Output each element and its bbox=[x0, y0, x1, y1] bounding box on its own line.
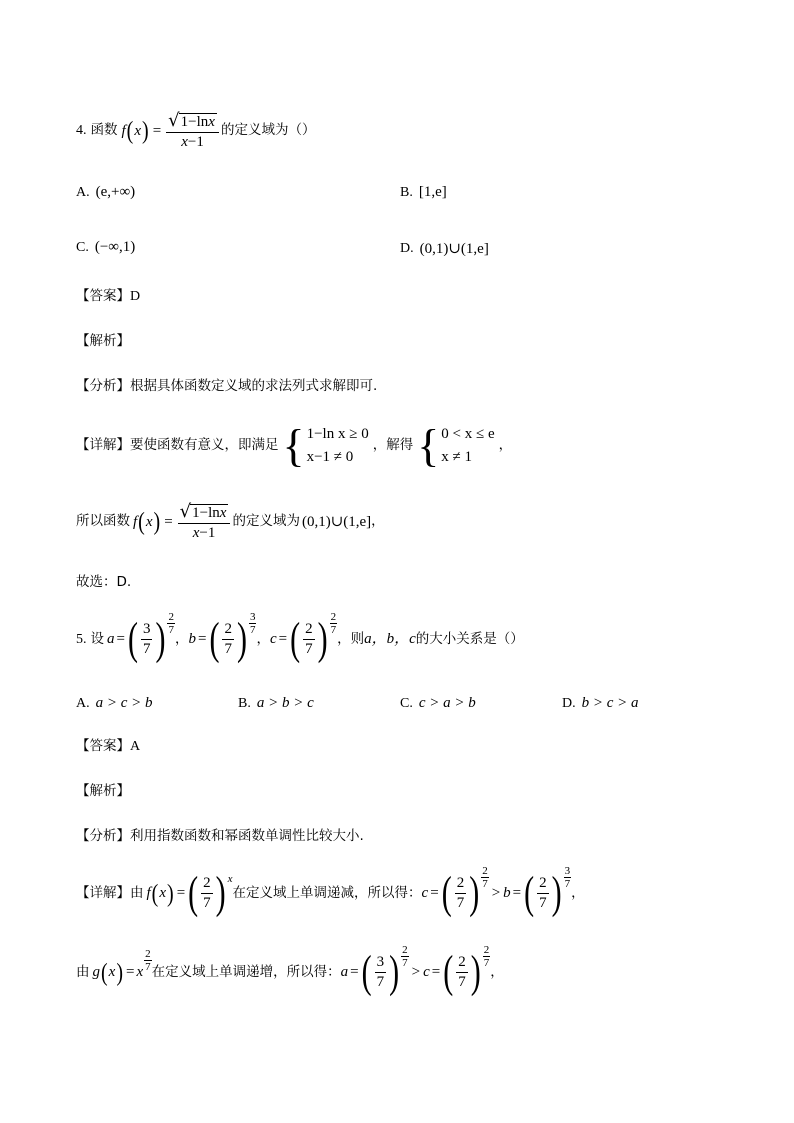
q4-system-1: { 1−ln x ≥ 0 x−1 ≠ 0 bbox=[282, 420, 369, 471]
q5-option-c: C. c > a > b bbox=[400, 695, 476, 711]
q5-analysis-heading: 【解析】 bbox=[76, 783, 130, 799]
q5-option-d: D. b > c > a bbox=[562, 695, 639, 711]
q4-conclusion: 所以函数 f ( x ) = √ 1−lnx x−1 的定义域为 (0,1)∪(1,e] ， bbox=[76, 501, 385, 541]
q5-option-b: B. a > b > c bbox=[238, 695, 314, 711]
q5-fenxi: 【分析】 利用指数函数和幂函数单调性比较大小. bbox=[76, 828, 364, 844]
q4-stem-post: 的定义域为（） bbox=[220, 122, 316, 139]
q4-option-a: A. (e,+∞) bbox=[76, 184, 136, 200]
q5-xiangjie-2: 由 g ( x ) = x $\frac{2}{7}$ 在定义域上单调递增，所以得： a = ( $\frac{3}{7}$ ) $\frac{2}{7}$ > c = ( $\frac{2}{7}$ ) $\frac{2}{7}$ ， bbox=[76, 943, 504, 997]
q4-option-d: D. (0,1)∪(1,e] bbox=[400, 240, 489, 257]
q4-guxuan: 故选：D. bbox=[76, 574, 132, 590]
q5-xiangjie-1: 【详解】 由 f ( x ) = ( $\frac{2}{7}$ ) x 在定义域上单调递减，所以得： c = ( $\frac{2}{7}$ ) $\frac{2}{7}$ > b = ( $\frac{2}{7}$ ) $\frac{3}{7}$ ， bbox=[76, 864, 585, 918]
q5-answer: 【答案】 A bbox=[76, 738, 141, 755]
q5-option-a: A. a > c > b bbox=[76, 695, 153, 711]
q4-xiangjie: 【详解】 要使函数有意义，即满足 { 1−ln x ≥ 0 x−1 ≠ 0 ，解得 { 0 < x ≤ e x ≠ 1 ， bbox=[76, 420, 513, 471]
q4-answer: 【答案】 D bbox=[76, 288, 141, 305]
q4-fenxi: 【分析】 根据具体函数定义域的求法列式求解即可. bbox=[76, 378, 378, 394]
q4-system-2: { 0 < x ≤ e x ≠ 1 bbox=[417, 420, 495, 471]
q4-option-c: C. (−∞,1) bbox=[76, 239, 136, 255]
q5-stem: 5. 设 a = ( $\frac{3}{7}$ ) $\frac{2}{7}$ ， b = ( $\frac{2}{7}$ ) $\frac{3}{7}$ ， c = ( $\frac{2}{7}$ ) $\frac{2}{7}$ ，则 a，b，c 的大小关系是（） bbox=[76, 610, 524, 664]
q4-stem: 4. 函数 f ( x ) = √ 1−lnx x−1 的定义域为（） bbox=[76, 110, 316, 150]
q4-option-b: B. [1,e] bbox=[400, 184, 447, 200]
q4-stem-pre: 函数 bbox=[90, 122, 118, 139]
q4-number: 4. bbox=[76, 123, 87, 138]
q4-analysis-heading: 【解析】 bbox=[76, 333, 130, 349]
q4-fraction: √ 1−lnx x−1 bbox=[166, 112, 219, 150]
